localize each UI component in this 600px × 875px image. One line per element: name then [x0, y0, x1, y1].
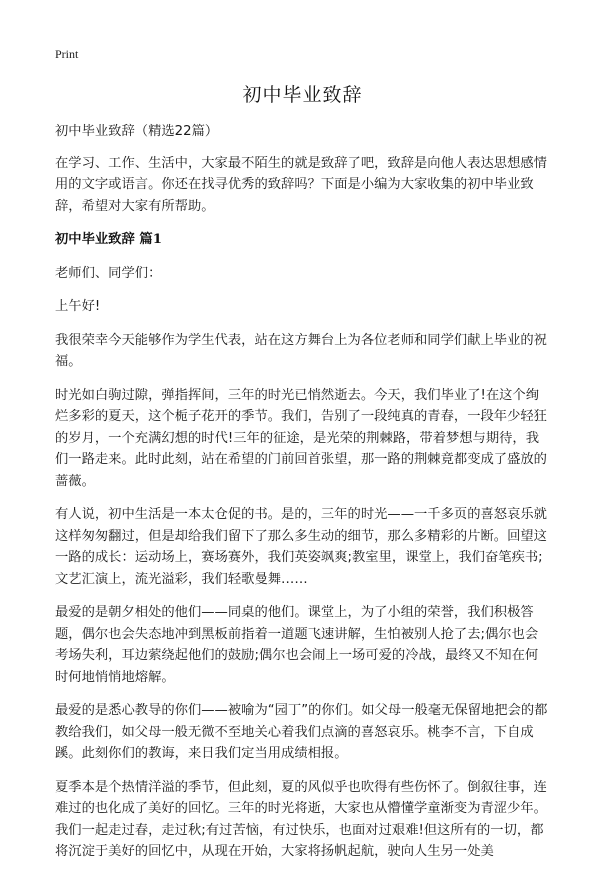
document-title: 初中毕业致辞: [242, 84, 363, 106]
section-heading: 初中毕业致辞 篇1: [55, 232, 162, 247]
body-paragraph: 时光如白驹过隙，弹指挥间，三年的时光已悄然逝去。今天，我们毕业了!在这个绚烂多彩的夏天，这个栀子花开的季节。我们，告别了一段纯真的青春，一段年少轻狂的岁月，一个充满幻想的时代!三年的征途，是光荣的荆棘路，带着梦想与期待，我们一路走来。此时此刻，站在希望的门前回首张望，那一路的荆棘竟都变成了盛放的蔷薇。: [55, 387, 547, 489]
document-subtitle: 初中毕业致辞（精选22篇）: [55, 124, 219, 139]
body-paragraph: 我很荣幸今天能够作为学生代表，站在这方舞台上为各位老师和同学们献上毕业的祝福。: [55, 332, 547, 369]
greeting-paragraph: 上午好!: [55, 299, 101, 314]
body-paragraph: 最爱的是朝夕相处的他们——同桌的他们。课堂上，为了小组的荣誉，我们积极答题，偶尔也会失态地冲到黑板前指着一道题飞速讲解，生怕被别人抢了去;偶尔也会考场失利，耳边萦绕起他们的鼓励;偶尔也会闹上一场可爱的冷战，最终又不知在何时何地悄悄地熔解。: [55, 605, 539, 685]
print-link[interactable]: Print: [55, 47, 79, 61]
document-body: [55, 121, 550, 875]
body-paragraph: 夏季本是个热情洋溢的季节，但此刻，夏的风似乎也吹得有些伤怀了。倒叙往事，连难过的也化成了美好的回忆。三年的时光将逝，大家也从懵懂学童渐变为青涩少年。我们一起走过春，走过秋;有过苦恼，有过快乐，也面对过艰难!但这所有的一切，都将沉淀于美好的回忆中，从现在开始，大家将扬帆起航，驶向人生另一处美: [55, 779, 547, 859]
intro-paragraph: 在学习、工作、生活中，大家最不陌生的就是致辞了吧，致辞是向他人表达思想感情用的文字或语言。你还在找寻优秀的致辞吗？下面是小编为大家收集的初中毕业致辞，希望对大家有所帮助。: [55, 155, 547, 214]
salutation-paragraph: 老师们、同学们：: [55, 265, 162, 281]
body-paragraph: 有人说，初中生活是一本太仓促的书。是的，三年的时光——一千多页的喜怒哀乐就这样匆匆翻过，但是却给我们留下了那么多生动的细节，那么多精彩的片断。回望这一路的成长：运动场上，赛场赛外，我们英姿飒爽;教室里，课堂上，我们奋笔疾书;文艺汇演上，流光溢彩，我们轻歌曼舞……: [55, 507, 547, 587]
body-paragraph: 最爱的是悉心教导的你们——被喻为“园丁”的你们。如父母一般毫无保留地把会的都教给我们，如父母一般无微不至地关心着我们点滴的喜怒哀乐。桃李不言，下自成蹊。此刻你们的教诲，来日我们定当用成绩相报。: [55, 703, 548, 761]
